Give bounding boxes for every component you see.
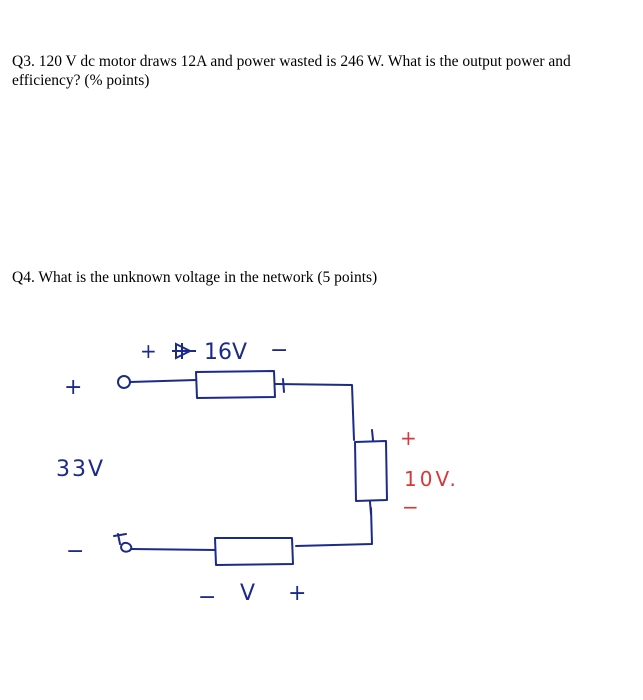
right-resistor-minus: − xyxy=(402,495,419,519)
bottom-resistor-minus: − xyxy=(198,585,217,610)
bottom-resistor-voltage-label: V xyxy=(240,581,256,606)
bottom-terminal xyxy=(114,534,131,552)
source-voltage-label: 33V xyxy=(56,457,106,482)
top-resistor-voltage-label: 16V xyxy=(204,340,248,365)
right-bottom-wire xyxy=(296,508,372,546)
bottom-left-wire xyxy=(132,549,215,550)
question-4-text: Q4. What is the unknown voltage in the network (5 points) xyxy=(12,269,378,286)
source-minus: − xyxy=(66,539,85,564)
question-3-text: Q3. 120 V dc motor draws 12A and power wasted is 246 W. What is the output power and efficiency? (% points) xyxy=(12,53,571,89)
bottom-resistor xyxy=(215,538,293,565)
bottom-resistor-plus: + xyxy=(288,581,307,606)
top-terminal xyxy=(118,376,130,388)
circuit-diagram xyxy=(40,325,500,620)
top-resistor xyxy=(196,371,275,398)
top-right-wire xyxy=(275,384,354,440)
top-resistor-minus: − xyxy=(270,338,289,363)
right-resistor xyxy=(355,441,387,501)
right-resistor-voltage-label: 10V. xyxy=(404,467,459,491)
top-resistor-arrow-icon xyxy=(172,343,196,359)
top-resistor-plus: + xyxy=(140,339,157,363)
top-resistor-tick xyxy=(283,379,284,392)
top-left-wire xyxy=(130,380,196,382)
right-resistor-plus: + xyxy=(400,426,417,450)
source-plus: + xyxy=(64,375,83,400)
